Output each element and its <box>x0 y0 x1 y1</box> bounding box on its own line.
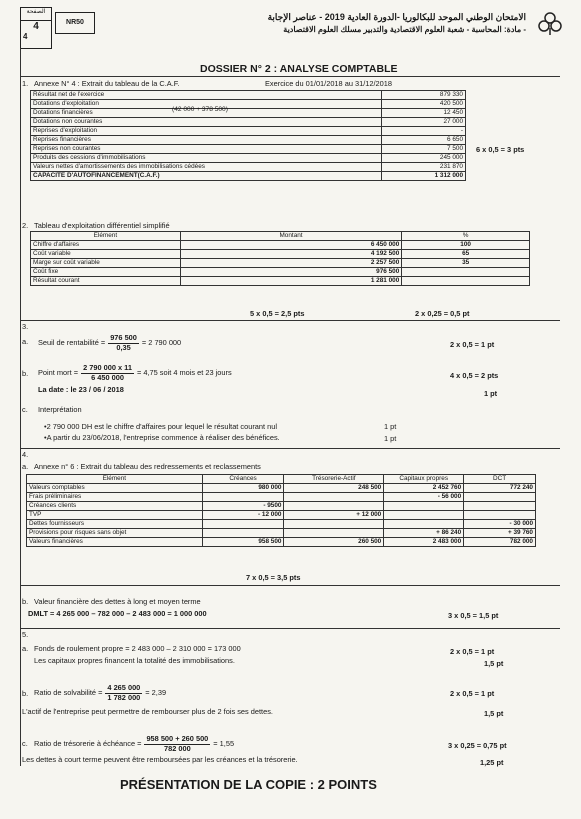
q4b-label: b. <box>22 597 29 606</box>
table-row <box>31 172 466 181</box>
q5b-text: Ratio de solvabilité = <box>34 687 103 697</box>
col-pct: % <box>402 232 530 241</box>
redr-value: + 39 760 <box>464 529 536 538</box>
table-row <box>31 154 466 163</box>
q5c-comment: Les dettes à court terme peuvent être remboursées par les créances et la trésorerie. <box>22 755 298 764</box>
q3b-numerator: 2 790 000 x 11 <box>83 362 132 372</box>
table-row <box>27 520 536 529</box>
redr-value: 958 500 <box>202 538 284 547</box>
redr-value: 260 500 <box>284 538 384 547</box>
page-number-box <box>20 7 52 49</box>
q5b-formula <box>34 680 166 706</box>
caf-value: 1 312 000 <box>382 172 466 181</box>
redr-col-header: Trésorerie-Actif <box>284 475 384 484</box>
redr-value <box>202 493 284 502</box>
q3c-line2: •A partir du 23/06/2018, l'entreprise commence à réaliser des bénéfices. <box>44 433 280 442</box>
caf-label: Résultat net de l'exercice <box>31 91 382 100</box>
page-num: 4 <box>33 21 39 32</box>
q5-number: 5. <box>22 630 29 639</box>
exam-title-arabic: الامتحان الوطني الموحد للبكالوريا -الدورة العادية 2019 - عناصر الإجابة <box>267 12 526 22</box>
table-row <box>27 493 536 502</box>
q3c-line1-text: 2 790 000 DH est le chiffre d'affaires pour lequel le résultat courant nul <box>46 422 277 431</box>
redr-value: 782 000 <box>464 538 536 547</box>
expl-pct: 65 <box>402 250 530 259</box>
q5c-numerator: 958 500 + 260 500 <box>146 733 209 743</box>
q3b-denominator: 6 450 000 <box>91 372 124 382</box>
redr-value: - 12 000 <box>202 511 284 520</box>
redr-label: Provisions pour risques sans objet <box>27 529 203 538</box>
q3b-label: b. <box>22 369 29 378</box>
caf-detail: (42 000 + 378 500) <box>172 106 228 113</box>
q5b-label: b. <box>22 689 29 698</box>
redr-value <box>284 502 384 511</box>
expl-label: Résultat courant <box>31 277 181 286</box>
q3b-formula <box>38 360 232 386</box>
q3c-line2-points: 1 pt <box>384 434 397 443</box>
caf-value: 420 500 <box>382 100 466 109</box>
q5c-formula <box>34 731 234 757</box>
table-row <box>31 100 466 109</box>
caf-label: Reprises non courantes <box>31 145 382 154</box>
q4a-points: 7 x 0,5 = 3,5 pts <box>246 573 301 582</box>
redressements-table <box>26 474 536 547</box>
table-row <box>27 511 536 520</box>
table-row <box>27 529 536 538</box>
redr-value: - 30 000 <box>464 520 536 529</box>
q3a-formula <box>38 330 181 356</box>
caf-label: Dotations non courantes <box>31 118 382 127</box>
q5c-points: 3 x 0,25 = 0,75 pt <box>448 741 507 750</box>
q2-number: 2. <box>22 221 29 230</box>
q3b-fraction <box>81 364 134 383</box>
q5a-points: 2 x 0,5 = 1 pt <box>450 647 495 656</box>
q3c-line1: •2 790 000 DH est le chiffre d'affaires pour lequel le résultat courant nul <box>44 422 277 431</box>
table-row <box>31 109 466 118</box>
q1-exercise: Exercice du 01/01/2018 au 31/12/2018 <box>265 79 392 88</box>
caf-value: 27 000 <box>382 118 466 127</box>
redr-value <box>202 529 284 538</box>
expl-montant: 976 500 <box>180 268 402 277</box>
divider <box>20 628 560 629</box>
q5c-fraction <box>144 735 210 754</box>
expl-label: Marge sur coût variable <box>31 259 181 268</box>
expl-pct <box>402 268 530 277</box>
page-label: الصفحة <box>21 8 51 21</box>
page-total: 4 <box>23 32 28 41</box>
q5c-result: = 1,55 <box>213 738 235 748</box>
q3b-result: = 4,75 soit 4 mois et 23 jours <box>136 367 232 377</box>
q5c-denominator: 782 000 <box>164 743 191 753</box>
q5c-text: Ratio de trésorerie à échéance = <box>34 738 142 748</box>
q1-points: 6 x 0,5 = 3 pts <box>476 145 525 154</box>
ministry-logo <box>537 10 563 36</box>
divider <box>20 320 560 321</box>
divider <box>20 76 560 77</box>
redr-label: Créances clients <box>27 502 203 511</box>
q4-number: 4. <box>22 450 29 459</box>
redr-col-header: Elément <box>27 475 203 484</box>
exam-code: NR50 <box>55 12 95 34</box>
q5b-points2: 1,5 pt <box>484 709 504 718</box>
q3b-text: Point mort = <box>38 367 79 377</box>
redr-value: - 56 000 <box>384 493 464 502</box>
q3c-line2-text: A partir du 23/06/2018, l'entreprise commence à réaliser des bénéfices. <box>46 433 280 442</box>
caf-label: Produits des cessions d'immobilisations <box>31 154 382 163</box>
redr-value <box>464 493 536 502</box>
redr-value: 980 000 <box>202 484 284 493</box>
expl-pct <box>402 277 530 286</box>
redr-col-header: Créances <box>202 475 284 484</box>
expl-pct: 35 <box>402 259 530 268</box>
caf-label: CAPACITE D'AUTOFINANCEMENT(C.A.F.) <box>31 172 382 181</box>
q3c-line1-points: 1 pt <box>384 422 397 431</box>
q3a-numerator: 976 500 <box>110 332 137 342</box>
q5a-points2: 1,5 pt <box>484 659 504 668</box>
redr-value: + 86 240 <box>384 529 464 538</box>
q3a-label: a. <box>22 337 29 346</box>
redr-value <box>384 520 464 529</box>
q3a-points: 2 x 0,5 = 1 pt <box>450 340 495 349</box>
q3a-denominator: 0,35 <box>116 342 131 352</box>
q3b-date: La date : le 23 / 06 / 2018 <box>38 385 124 394</box>
caf-value: 879 330 <box>382 91 466 100</box>
redr-value: 2 452 760 <box>384 484 464 493</box>
redr-label: Valeurs comptables <box>27 484 203 493</box>
q5c-label: c. <box>22 739 28 748</box>
caf-label: Dotations d'exploitation <box>31 100 382 109</box>
redr-value <box>464 511 536 520</box>
q4b-formula: DMLT = 4 265 000 – 782 000 – 2 483 000 = 1 000 000 <box>28 609 207 618</box>
q3a-text: Seuil de rentabilité = <box>38 337 106 347</box>
table-row <box>31 145 466 154</box>
redr-value <box>202 520 284 529</box>
q2-points-left: 5 x 0,5 = 2,5 pts <box>250 309 305 318</box>
q4b-points: 3 x 0,5 = 1,5 pt <box>448 611 499 620</box>
q3a-result: = 2 790 000 <box>141 337 182 347</box>
dossier-title: DOSSIER N° 2 : ANALYSE COMPTABLE <box>200 63 398 75</box>
q5b-numerator: 4 265 000 <box>107 682 141 692</box>
caf-value: 7 500 <box>382 145 466 154</box>
presentation-footer: PRÉSENTATION DE LA COPIE : 2 POINTS <box>120 777 377 792</box>
table-row <box>31 259 530 268</box>
q1-number: 1. <box>22 79 29 88</box>
q5b-points: 2 x 0,5 = 1 pt <box>450 689 495 698</box>
q4a-title: Annexe n° 6 : Extrait du tableau des redressements et reclassements <box>34 462 261 471</box>
q3c-title: Interprétation <box>38 405 82 414</box>
redr-value: + 12 000 <box>284 511 384 520</box>
caf-label: Valeurs nettes d'amortissements des immobilisations cédées <box>31 163 382 172</box>
q5a-formula: Fonds de roulement propre = 2 483 000 – 2 310 000 = 173 000 <box>34 644 241 653</box>
table-row <box>27 484 536 493</box>
divider <box>20 448 560 449</box>
redr-value <box>284 520 384 529</box>
redr-value <box>464 502 536 511</box>
table-row <box>31 118 466 127</box>
expl-montant: 2 257 500 <box>180 259 402 268</box>
redr-label: Frais préliminaires <box>27 493 203 502</box>
table-row <box>31 163 466 172</box>
caf-label: Reprises d'exploitation <box>31 127 382 136</box>
exploitation-table <box>30 231 530 286</box>
caf-value: 231 870 <box>382 163 466 172</box>
caf-label: Dotations financières <box>31 109 382 118</box>
expl-montant: 1 281 000 <box>180 277 402 286</box>
col-element: Elément <box>31 232 181 241</box>
table-row <box>31 91 466 100</box>
redr-value <box>284 493 384 502</box>
q4a-label: a. <box>22 462 29 471</box>
redr-value: 2 483 000 <box>384 538 464 547</box>
caf-value: 12 450 <box>382 109 466 118</box>
q5b-comment: L'actif de l'entreprise peut permettre de rembourser plus de 2 fois ses dettes. <box>22 707 273 716</box>
table-row <box>31 268 530 277</box>
redr-col-header: Capitaux propres <box>384 475 464 484</box>
redr-value <box>384 502 464 511</box>
table-row <box>27 538 536 547</box>
expl-montant: 6 450 000 <box>180 241 402 250</box>
caf-value: 6 650 <box>382 136 466 145</box>
expl-label: Coût fixe <box>31 268 181 277</box>
redr-value: 772 240 <box>464 484 536 493</box>
q5a-comment: Les capitaux propres financent la totalité des immobilisations. <box>34 656 235 665</box>
caf-label: Reprises financières <box>31 136 382 145</box>
expl-pct: 100 <box>402 241 530 250</box>
caf-value: - <box>382 127 466 136</box>
table-row <box>27 502 536 511</box>
q2-points-right: 2 x 0,25 = 0,5 pt <box>415 309 470 318</box>
q5b-denominator: 1 782 000 <box>107 692 141 702</box>
q4b-title: Valeur financière des dettes à long et moyen terme <box>34 597 201 606</box>
q3b-points: 4 x 0,5 = 2 pts <box>450 371 499 380</box>
margin-rule <box>20 48 21 766</box>
redr-value <box>284 529 384 538</box>
redr-col-header: DCT <box>464 475 536 484</box>
expl-label: Chiffre d'affaires <box>31 241 181 250</box>
expl-label: Coût variable <box>31 250 181 259</box>
table-row <box>31 277 530 286</box>
table-row <box>31 136 466 145</box>
redr-value: 248 500 <box>284 484 384 493</box>
caf-table <box>30 90 466 181</box>
expl-montant: 4 192 500 <box>180 250 402 259</box>
col-montant: Montant <box>180 232 402 241</box>
table-row <box>31 250 530 259</box>
q5a-label: a. <box>22 644 29 653</box>
q3-number: 3. <box>22 322 29 331</box>
redr-label: Dettes fournisseurs <box>27 520 203 529</box>
table-row <box>31 127 466 136</box>
q3b-points2: 1 pt <box>484 389 498 398</box>
q1-annex-title: Annexe N° 4 : Extrait du tableau de la C.A.F. <box>34 79 180 88</box>
q5c-points2: 1,25 pt <box>480 758 504 767</box>
caf-value: 245 000 <box>382 154 466 163</box>
redr-label: Valeurs financières <box>27 538 203 547</box>
exam-subtitle-arabic: - مادة: المحاسبة - شعبة العلوم الاقتصادية والتدبير مسلك العلوم الاقتصادية <box>283 25 526 34</box>
q2-title: Tableau d'exploitation différentiel simplifié <box>34 221 170 230</box>
redr-value: - 9500 <box>202 502 284 511</box>
redr-value <box>384 511 464 520</box>
q5b-fraction <box>105 684 142 703</box>
redr-label: TVP <box>27 511 203 520</box>
q3a-fraction <box>108 334 139 353</box>
table-row <box>31 241 530 250</box>
q5b-result: = 2,39 <box>145 687 167 697</box>
q3c-label: c. <box>22 405 28 414</box>
divider <box>20 585 560 586</box>
